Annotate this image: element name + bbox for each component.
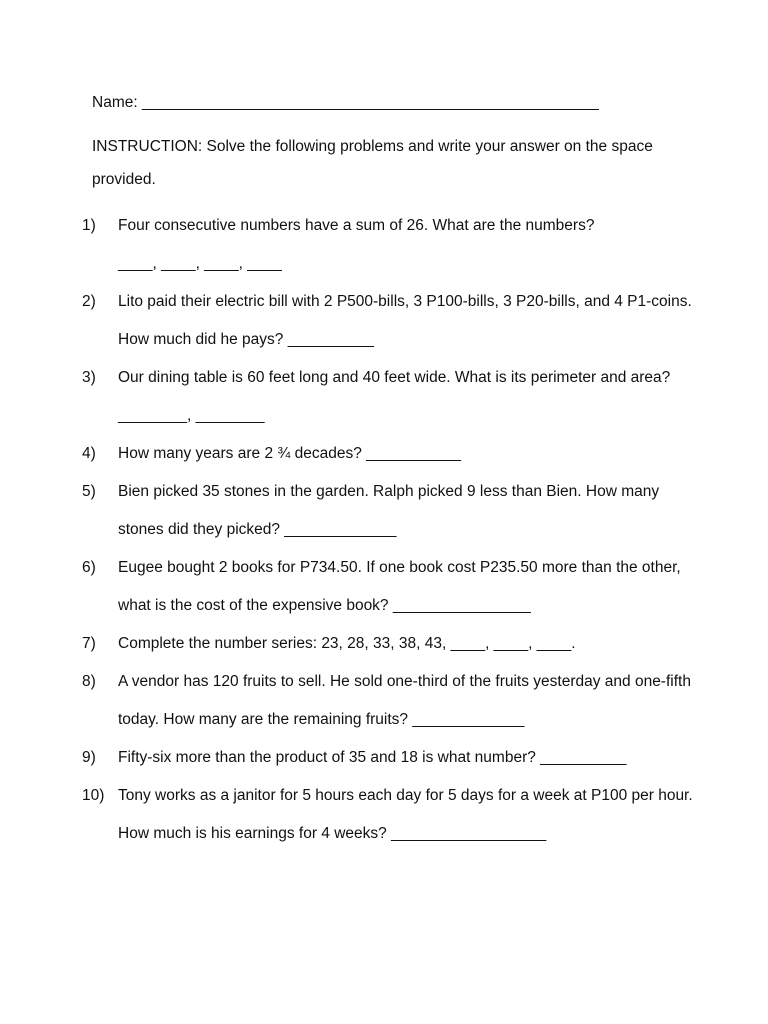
problem-number: 7) [82,635,96,652]
problem-text: Bien picked 35 stones in the garden. Ralph picked 9 less than Bien. How many stones did they picked? _____________ [118,483,660,538]
problem-text: Complete the number series: 23, 28, 33, 38, 43, ____, ____, ____. [118,635,576,652]
problem-3 [82,359,702,435]
problem-4 [82,435,702,473]
problem-question: Four consecutive numbers have a sum of 26. What are the numbers? [118,217,595,234]
problem-number: 3) [82,369,96,386]
problem-number: 8) [82,673,96,690]
instruction-text: INSTRUCTION: Solve the following problems and write your answer on the space provided. [92,138,653,188]
problem-number: 6) [82,559,96,576]
problem-9 [82,739,702,777]
name-field-label: Name: _____________________________________________________ [92,94,599,111]
problem-number: 1) [82,217,96,234]
problem-text: Tony works as a janitor for 5 hours each day for 5 days for a week at P100 per hour. How much is his earnings for 4 weeks? __________________ [118,787,693,842]
problem-list [82,207,702,853]
problem-number: 2) [82,293,96,310]
problem-text [118,207,702,283]
problem-number: 4) [82,445,96,462]
problem-5 [82,473,702,549]
problem-text: Lito paid their electric bill with 2 P500-bills, 3 P100-bills, 3 P20-bills, and 4 P1-coins. How much did he pays? __________ [118,293,692,348]
problem-text: Our dining table is 60 feet long and 40 feet wide. What is its perimeter and area? ________, ________ [118,369,671,424]
problem-2 [82,283,702,359]
problem-10 [82,777,702,853]
problem-text: How many years are 2 ¾ decades? ___________ [118,445,461,462]
problem-number: 10) [82,787,105,804]
problem-8 [82,663,702,739]
problem-number: 9) [82,749,96,766]
problem-text: Eugee bought 2 books for P734.50. If one book cost P235.50 more than the other, what is the cost of the expensive book? ________________ [118,559,681,614]
problem-text: Fifty-six more than the product of 35 and 18 is what number? __________ [118,749,627,766]
problem-1 [82,207,702,283]
problem-text: A vendor has 120 fruits to sell. He sold one-third of the fruits yesterday and one-fifth today. How many are the remaining fruits? _____________ [118,673,691,728]
problem-number: 5) [82,483,96,500]
problem-6 [82,549,702,625]
problem-7 [82,625,702,663]
answer-blanks: ____, ____, ____, ____ [118,255,282,272]
